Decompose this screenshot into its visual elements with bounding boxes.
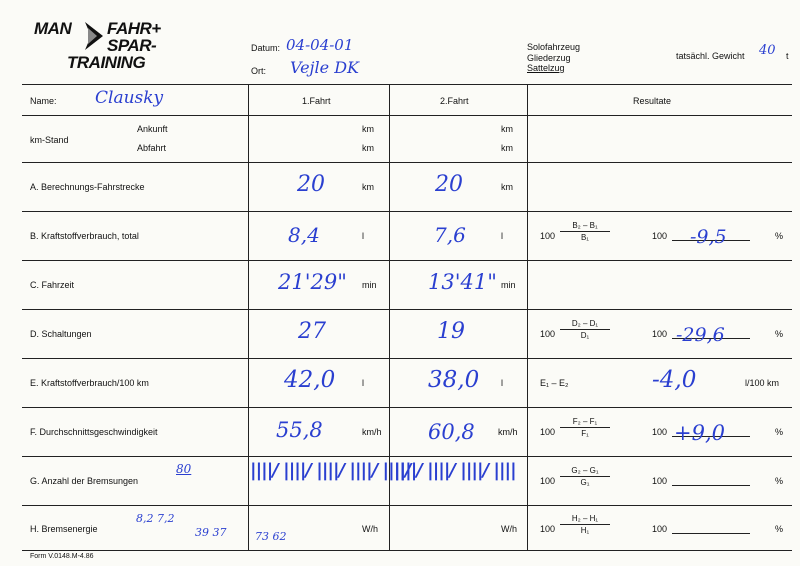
row-f-result[interactable]: +9,0 [674,421,725,445]
row-e-value-1[interactable]: 42,0 [284,367,336,393]
row-e-label: E. Kraftstoffverbrauch/100 km [30,378,149,388]
row-f-value-2[interactable]: 60,8 [428,420,475,444]
logo-man: MAN [34,19,72,38]
scribble-2: 39 37 [195,526,227,539]
row-b-res-multiplier: 100 [652,231,668,241]
row-h-multiplier: 100 [540,524,556,534]
row-d-multiplier: 100 [540,329,556,339]
logo-spar: SPAR- [107,36,157,55]
vehicle-type-solo[interactable]: Solofahrzeug [527,42,581,52]
km-stand-label: km-Stand [30,135,69,145]
ankunft-unit-1: km [362,124,374,134]
ort-label: Ort: [251,66,266,76]
row-e-unit-2: l [501,378,503,388]
scribble-1: 8,2 7,2 [136,512,175,525]
row-g-annotation: 80 [176,462,192,476]
row-f-unit-1: km/h [362,427,382,437]
row-d-label: D. Schaltungen [30,329,92,339]
row-h-result-unit: % [775,524,784,534]
row-e-value-2[interactable]: 38,0 [428,367,480,393]
row-b-formula: $\frac{\text{B₂ – B₁}}{\text{B₁}}$ [560,220,610,243]
col-header-2: 2.Fahrt [440,96,469,106]
ort-value[interactable]: Vejle DK [290,58,359,77]
abfahrt-unit-2: km [501,143,513,153]
row-b-multiplier: 100 [540,231,556,241]
row-d-res-multiplier: 100 [652,329,668,339]
vehicle-type-sattel[interactable]: Sattelzug [527,63,565,73]
row-c-label: C. Fahrzeit [30,280,75,290]
row-g-multiplier: 100 [540,476,556,486]
row-e-result-unit: l/100 km [745,378,780,388]
row-e-result[interactable]: -4,0 [652,367,697,393]
row-h-unit-1: W/h [362,524,379,534]
row-f-multiplier: 100 [540,427,556,437]
row-g-label: G. Anzahl der Bremsungen [30,476,139,486]
row-d-result[interactable]: -29,6 [676,324,725,346]
row-c-unit-2: min [501,280,516,290]
row-e-formula: E₁ – E₂ [540,378,569,388]
row-h-label: H. Bremsenergie [30,524,98,534]
row-h-res-multiplier: 100 [652,524,668,534]
row-b-unit-1: l [362,231,364,241]
ankunft-unit-2: km [501,124,513,134]
row-g-tally-2: ||||/ ||||/ ||||/ |||| [394,460,516,481]
row-g-tally-1: ||||/ ||||/ ||||/ ||||/ ||||/ [250,460,411,481]
row-f-value-1[interactable]: 55,8 [276,418,323,442]
datum-label: Datum: [251,43,281,53]
logo-training: TRAINING [67,53,146,72]
row-f-unit-2: km/h [498,427,518,437]
arrow-logo-icon [83,20,105,52]
form-footer: Form V.0148.M-4.86 [30,553,94,560]
name-label: Name: [30,96,57,106]
row-b-result-unit: % [775,231,784,241]
row-f-label: F. Durchschnittsgeschwindigkeit [30,427,158,437]
row-a-label: A. Berechnungs-Fahrstrecke [30,182,145,192]
row-b-result[interactable]: -9,5 [690,226,727,248]
row-g-formula: $\frac{\text{G₂ – G₁}}{\text{G₁}}$ [560,465,610,488]
row-a-unit-2: km [501,182,513,192]
row-g-result-unit: % [775,476,784,486]
row-b-unit-2: l [501,231,503,241]
row-b-value-1[interactable]: 8,4 [288,223,320,247]
row-h-unit-2: W/h [501,524,518,534]
row-b-value-2[interactable]: 7,6 [434,223,466,247]
row-h-formula: $\frac{\text{H₂ – H₁}}{\text{H₁}}$ [560,513,610,536]
name-value[interactable]: Clausky [95,88,164,108]
row-f-result-unit: % [775,427,784,437]
row-e-unit-1: l [362,378,364,388]
row-d-value-2[interactable]: 19 [437,319,465,344]
datum-value[interactable]: 04-04-01 [286,36,354,54]
row-f-res-multiplier: 100 [652,427,668,437]
row-b-label: B. Kraftstoffverbrauch, total [30,231,139,241]
abfahrt-label: Abfahrt [137,143,167,153]
row-a-value-2[interactable]: 20 [435,172,463,197]
col-header-resultate: Resultate [633,96,672,106]
row-f-formula: $\frac{\text{F₂ – F₁}}{\text{F₁}}$ [560,416,610,439]
gewicht-unit: t [786,51,789,61]
row-d-formula: $\frac{\text{D₂ – D₁}}{\text{D₁}}$ [560,318,610,341]
row-d-value-1[interactable]: 27 [298,319,326,344]
row-d-result-unit: % [775,329,784,339]
scribble-3: 73 62 [255,530,287,543]
row-a-value-1[interactable]: 20 [297,172,325,197]
row-c-value-1[interactable]: 21'29" [278,270,347,294]
logo-fahr: FAHR+ [107,19,161,38]
gewicht-label: tatsächl. Gewicht [676,51,745,61]
row-c-value-2[interactable]: 13'41" [428,270,497,294]
ankunft-label: Ankunft [137,124,168,134]
col-header-1: 1.Fahrt [302,96,331,106]
row-a-unit-1: km [362,182,374,192]
row-g-res-multiplier: 100 [652,476,668,486]
abfahrt-unit-1: km [362,143,374,153]
gewicht-value[interactable]: 40 [759,43,776,58]
row-c-unit-1: min [362,280,377,290]
vehicle-type-glieder[interactable]: Gliederzug [527,53,571,63]
